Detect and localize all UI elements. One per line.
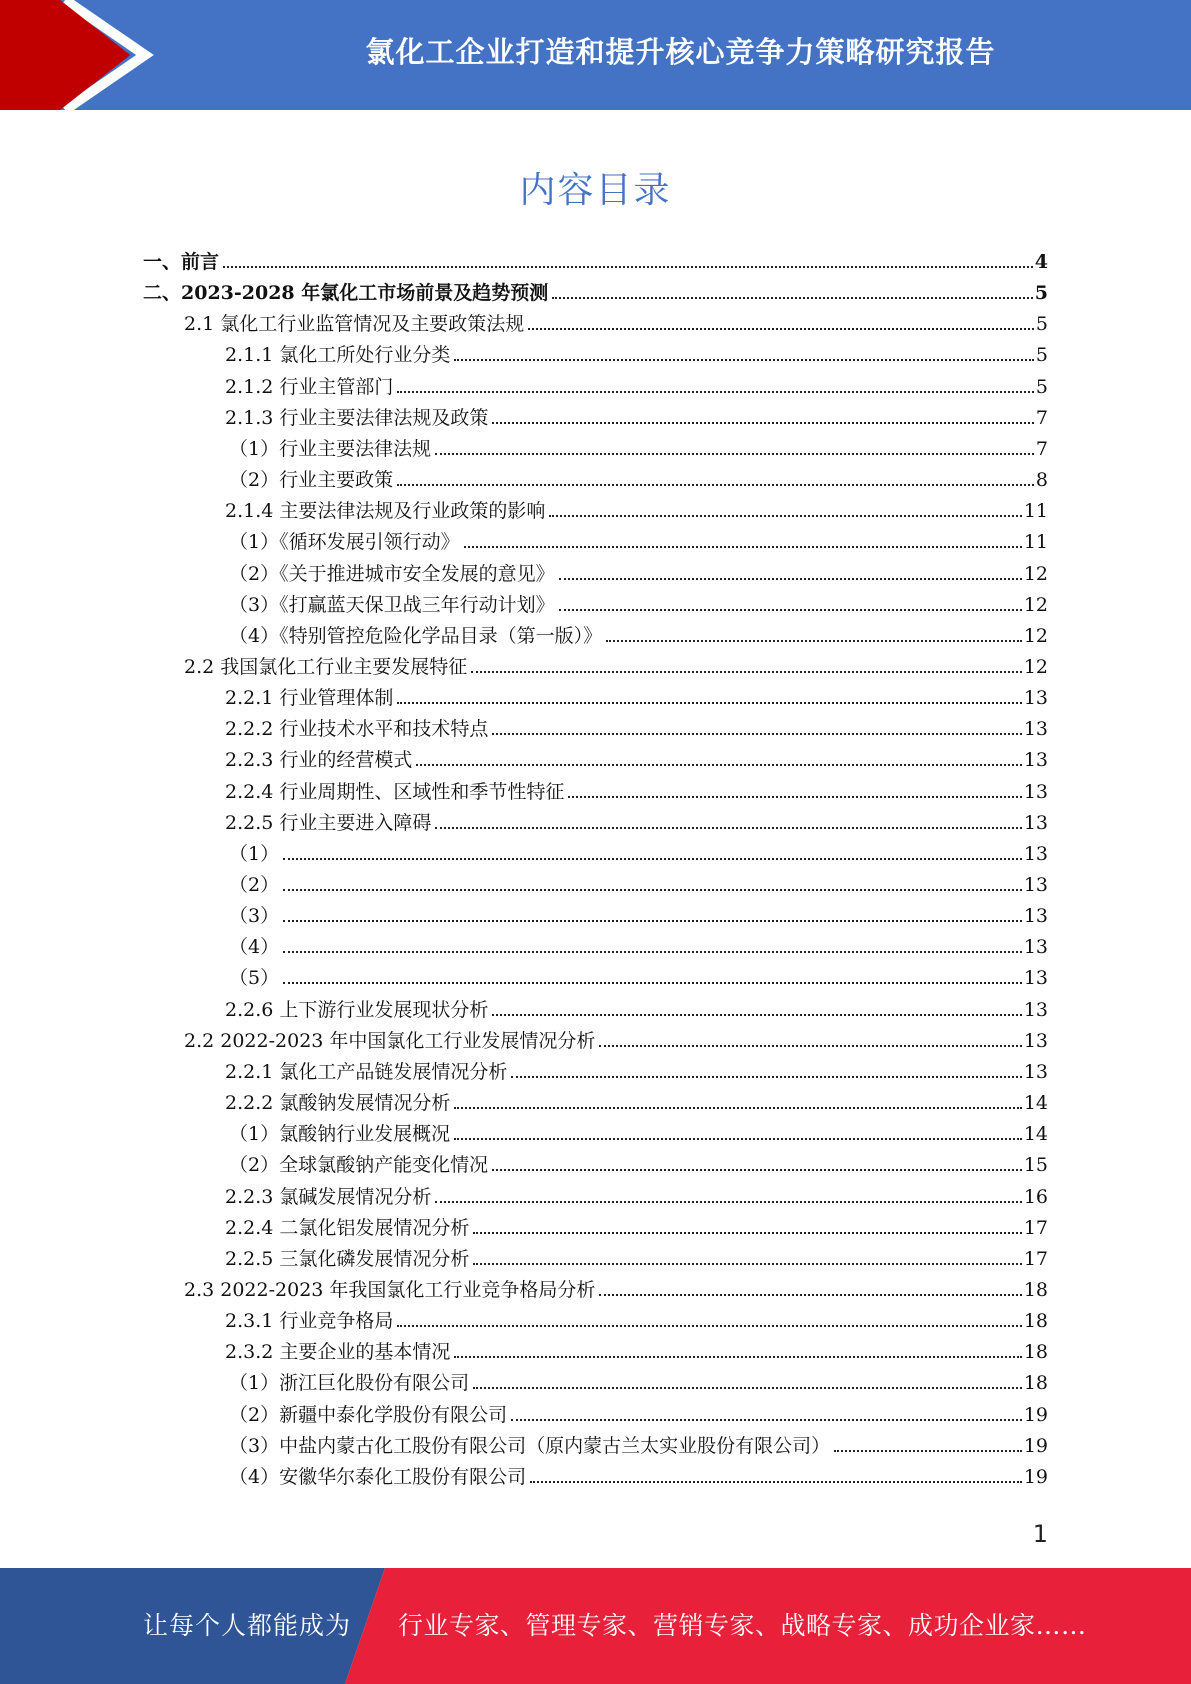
toc-entry[interactable] <box>229 835 1048 865</box>
toc-leader-dots <box>473 1263 1021 1265</box>
toc-leader-dots <box>435 827 1021 829</box>
toc-leader-dots <box>283 889 1022 891</box>
toc-entry[interactable] <box>229 523 1048 553</box>
toc-leader-dots <box>599 1045 1021 1047</box>
toc-entry-page: 13 <box>1023 905 1048 928</box>
toc-leader-dots <box>416 764 1021 766</box>
toc-entry-text: 2.2.5 行业主要进入障碍 <box>225 811 432 834</box>
toc-entry[interactable] <box>229 1396 1048 1426</box>
toc-entry-page: 13 <box>1023 998 1048 1021</box>
toc-entry-page: 14 <box>1023 1123 1048 1146</box>
toc-leader-dots <box>530 1481 1022 1483</box>
toc-leader-dots <box>435 453 1034 455</box>
toc-entry-page: 13 <box>1023 811 1048 834</box>
toc-entry-text: 2.2.1 氯化工产品链发展情况分析 <box>225 1060 508 1083</box>
toc-entry-page: 4 <box>1034 251 1048 273</box>
toc-leader-dots <box>454 1138 1022 1140</box>
toc-entry[interactable] <box>229 866 1048 896</box>
page-header <box>0 0 1191 110</box>
toc-entry-page: 13 <box>1023 936 1048 959</box>
toc-leader-dots <box>473 1232 1021 1234</box>
page-number: 1 <box>1032 1520 1048 1548</box>
toc-entry[interactable] <box>229 928 1048 958</box>
toc-entry-page: 13 <box>1023 842 1048 865</box>
toc-leader-dots <box>511 1419 1022 1421</box>
toc-entry-page: 18 <box>1023 1278 1048 1301</box>
toc-entry[interactable] <box>229 586 1048 616</box>
toc-leader-dots <box>511 1076 1021 1078</box>
toc-entry[interactable] <box>225 1333 1048 1363</box>
footer-slogan-left: 让每个人都能成为 <box>143 1611 352 1640</box>
toc-entry[interactable] <box>225 804 1048 834</box>
toc-entry-text: 2.1.3 行业主要法律法规及政策 <box>225 406 489 429</box>
toc-entry[interactable] <box>225 991 1048 1021</box>
toc-entry-page: 17 <box>1023 1247 1048 1270</box>
toc-entry[interactable] <box>143 274 1048 304</box>
toc-leader-dots <box>397 702 1021 704</box>
toc-entry-text: 2.2.4 二氯化铝发展情况分析 <box>225 1216 470 1239</box>
toc-entry-text: 2.2.1 行业管理体制 <box>225 687 394 710</box>
toc-entry-text: 2.2.4 行业周期性、区域性和季节性特征 <box>225 780 565 803</box>
toc-entry-text: 2.1.2 行业主管部门 <box>225 375 394 398</box>
toc-entry[interactable] <box>143 243 1048 273</box>
toc-entry-text: 2.3 2022-2023 年我国氯化工行业竞争格局分析 <box>184 1278 596 1301</box>
toc-leader-dots <box>549 515 1021 517</box>
toc-leader-dots <box>606 640 1022 642</box>
toc-entry-text: （4）《特别管控危险化学品目录（第一版）》 <box>229 624 603 647</box>
toc-entry-text: （1）浙江巨化股份有限公司 <box>229 1372 470 1395</box>
toc-entry-page: 12 <box>1023 624 1048 647</box>
toc-entry-page: 5 <box>1035 375 1048 398</box>
toc-entry-text: （1）氯酸钠行业发展概况 <box>229 1123 451 1146</box>
toc-entry[interactable] <box>229 1115 1048 1145</box>
toc-leader-dots <box>492 422 1034 424</box>
toc-entry-text: 2.2 2022-2023 年中国氯化工行业发展情况分析 <box>184 1029 596 1052</box>
toc-entry-text: （3） <box>229 905 280 928</box>
toc-entry-page: 13 <box>1023 718 1048 741</box>
toc-entry[interactable] <box>225 1209 1048 1239</box>
toc-entry-text: （2） <box>229 874 280 896</box>
toc-entry-page: 13 <box>1023 1060 1048 1083</box>
toc-entry-text: （2）新疆中泰化学股份有限公司 <box>229 1403 508 1426</box>
toc-entry-text: （5） <box>229 967 280 990</box>
toc-entry-text: 2.2.6 上下游行业发展现状分析 <box>225 998 489 1021</box>
toc-entry[interactable] <box>225 1053 1048 1083</box>
toc-entry-text: （1）行业主要法律法规 <box>229 437 432 460</box>
toc-leader-dots <box>471 671 1022 673</box>
toc-entry-page: 18 <box>1023 1372 1048 1395</box>
toc-leader-dots <box>552 297 1033 299</box>
toc-entry-text: 2.2.2 行业技术水平和技术特点 <box>225 718 489 741</box>
toc-entry[interactable] <box>225 336 1048 366</box>
toc-entry[interactable] <box>229 959 1048 989</box>
toc-entry[interactable] <box>225 679 1048 709</box>
toc-entry[interactable] <box>225 1084 1048 1114</box>
toc-entry-page: 13 <box>1023 1029 1048 1052</box>
header-title: 氯化工企业打造和提升核心竞争力策略研究报告 <box>365 34 996 69</box>
toc-entry-page: 17 <box>1023 1216 1048 1239</box>
toc-entry-text: 2.3.1 行业竞争格局 <box>225 1310 394 1333</box>
toc-leader-dots <box>283 920 1022 922</box>
toc-entry-page: 13 <box>1023 780 1048 803</box>
toc-leader-dots <box>568 796 1021 798</box>
toc-entry-text: （1）《循环发展引领行动》 <box>229 531 460 554</box>
toc-entry-text: 2.2 我国氯化工行业主要发展特征 <box>184 655 468 678</box>
toc-leader-dots <box>473 1387 1022 1389</box>
toc-entry-page: 15 <box>1023 1154 1048 1177</box>
toc-leader-dots <box>223 266 1033 268</box>
page-footer <box>0 1568 1191 1684</box>
toc-entry-text: 二、2023-2028 年氯化工市场前景及趋势预测 <box>143 282 549 305</box>
toc-leader-dots <box>559 578 1022 580</box>
toc-entry-page: 12 <box>1023 562 1048 585</box>
toc-entry-page: 13 <box>1023 687 1048 710</box>
toc-leader-dots <box>283 951 1022 953</box>
toc-entry-page: 13 <box>1023 967 1048 990</box>
toc-entry-text: 2.2.3 氯碱发展情况分析 <box>225 1185 432 1208</box>
toc-leader-dots <box>435 1201 1021 1203</box>
toc-entry[interactable] <box>184 1022 1048 1052</box>
toc-entry-page: 14 <box>1023 1092 1048 1115</box>
toc-entry-page: 13 <box>1023 749 1048 772</box>
toc-entry-text: 2.1.4 主要法律法规及行业政策的影响 <box>225 500 546 523</box>
toc-entry-text: （4） <box>229 936 280 959</box>
toc-entry-page: 12 <box>1023 655 1048 678</box>
toc-entry[interactable] <box>225 368 1048 398</box>
toc-entry-page: 11 <box>1023 500 1048 523</box>
toc-entry-page: 8 <box>1035 469 1048 492</box>
toc-entry[interactable] <box>229 1364 1048 1394</box>
toc-leader-dots <box>454 1107 1021 1109</box>
toc-entry-text: 2.2.3 行业的经营模式 <box>225 749 413 772</box>
toc-entry-page: 13 <box>1023 874 1048 896</box>
toc-entry[interactable] <box>225 399 1048 429</box>
toc-entry[interactable] <box>225 1240 1048 1270</box>
toc-entry-page: 7 <box>1035 437 1048 460</box>
toc-entry-page: 11 <box>1023 531 1048 554</box>
toc-entry-text: （2）行业主要政策 <box>229 469 394 492</box>
toc-entry[interactable] <box>225 773 1048 803</box>
toc-entry[interactable] <box>184 305 1048 335</box>
toc-entry-text: 2.2.2 氯酸钠发展情况分析 <box>225 1092 451 1115</box>
toc-entry[interactable] <box>229 555 1048 585</box>
toc-leader-dots <box>454 1356 1021 1358</box>
toc-entry-text: （2）全球氯酸钠产能变化情况 <box>229 1154 489 1177</box>
toc-entry[interactable] <box>184 1271 1048 1301</box>
toc-entry[interactable] <box>229 1427 1048 1457</box>
toc-leader-dots <box>528 328 1034 330</box>
toc-entry[interactable] <box>229 617 1048 647</box>
toc-title: 内容目录 <box>519 170 672 211</box>
toc-entry-page: 5 <box>1034 282 1048 305</box>
toc-entry-text: （3）中盐内蒙古化工股份有限公司（原内蒙古兰太实业股份有限公司） <box>229 1434 831 1457</box>
toc-entry-page: 18 <box>1023 1310 1048 1333</box>
toc-entry-text: （3）《打赢蓝天保卫战三年行动计划》 <box>229 593 555 616</box>
toc-entry-page: 7 <box>1035 406 1048 429</box>
toc-entry[interactable] <box>229 897 1048 927</box>
toc-leader-dots <box>559 609 1022 611</box>
toc-entry-page: 19 <box>1023 1403 1048 1426</box>
toc-entry[interactable] <box>229 1458 1048 1488</box>
toc-entry-page: 5 <box>1035 313 1048 336</box>
toc-entry-page: 19 <box>1023 1465 1048 1488</box>
toc-entry-text: 一、前言 <box>143 251 220 273</box>
toc-leader-dots <box>397 391 1034 393</box>
toc-leader-dots <box>492 1014 1021 1016</box>
toc-entry-page: 5 <box>1035 344 1048 367</box>
toc-entry[interactable] <box>225 492 1048 522</box>
toc-entry[interactable] <box>225 1178 1048 1208</box>
toc-leader-dots <box>283 858 1022 860</box>
toc-entry-text: 2.3.2 主要企业的基本情况 <box>225 1341 451 1364</box>
toc-leader-dots <box>492 1169 1022 1171</box>
toc-entry-text: （4）安徽华尔泰化工股份有限公司 <box>229 1465 527 1488</box>
toc-entry[interactable] <box>229 1146 1048 1176</box>
toc-leader-dots <box>464 546 1022 548</box>
toc-entry-text: 2.1.1 氯化工所处行业分类 <box>225 344 451 367</box>
toc-entry[interactable] <box>229 461 1048 491</box>
toc-leader-dots <box>834 1450 1022 1452</box>
toc-entry-text: 2.2.5 三氯化磷发展情况分析 <box>225 1247 470 1270</box>
toc-leader-dots <box>599 1294 1021 1296</box>
toc-leader-dots <box>454 359 1034 361</box>
toc-entry[interactable] <box>184 648 1048 678</box>
toc-entry[interactable] <box>225 710 1048 740</box>
toc-entry-text: （1） <box>229 842 280 865</box>
toc-leader-dots <box>492 733 1021 735</box>
toc-leader-dots <box>397 484 1034 486</box>
toc-entry-text: （2）《关于推进城市安全发展的意见》 <box>229 562 555 585</box>
toc-entry-page: 12 <box>1023 593 1048 616</box>
toc-entry-text: 2.1 氯化工行业监管情况及主要政策法规 <box>184 313 525 336</box>
toc-leader-dots <box>283 982 1022 984</box>
toc-entry-page: 16 <box>1023 1185 1048 1208</box>
toc-entry-page: 18 <box>1023 1341 1048 1364</box>
toc-entry-page: 19 <box>1023 1434 1048 1457</box>
toc-leader-dots <box>397 1325 1021 1327</box>
footer-slogan-right: 行业专家、管理专家、营销专家、战略专家、成功企业家…… <box>398 1611 1087 1640</box>
toc-entry[interactable] <box>225 1302 1048 1332</box>
toc-entry[interactable] <box>225 741 1048 771</box>
toc-entry[interactable] <box>229 430 1048 460</box>
